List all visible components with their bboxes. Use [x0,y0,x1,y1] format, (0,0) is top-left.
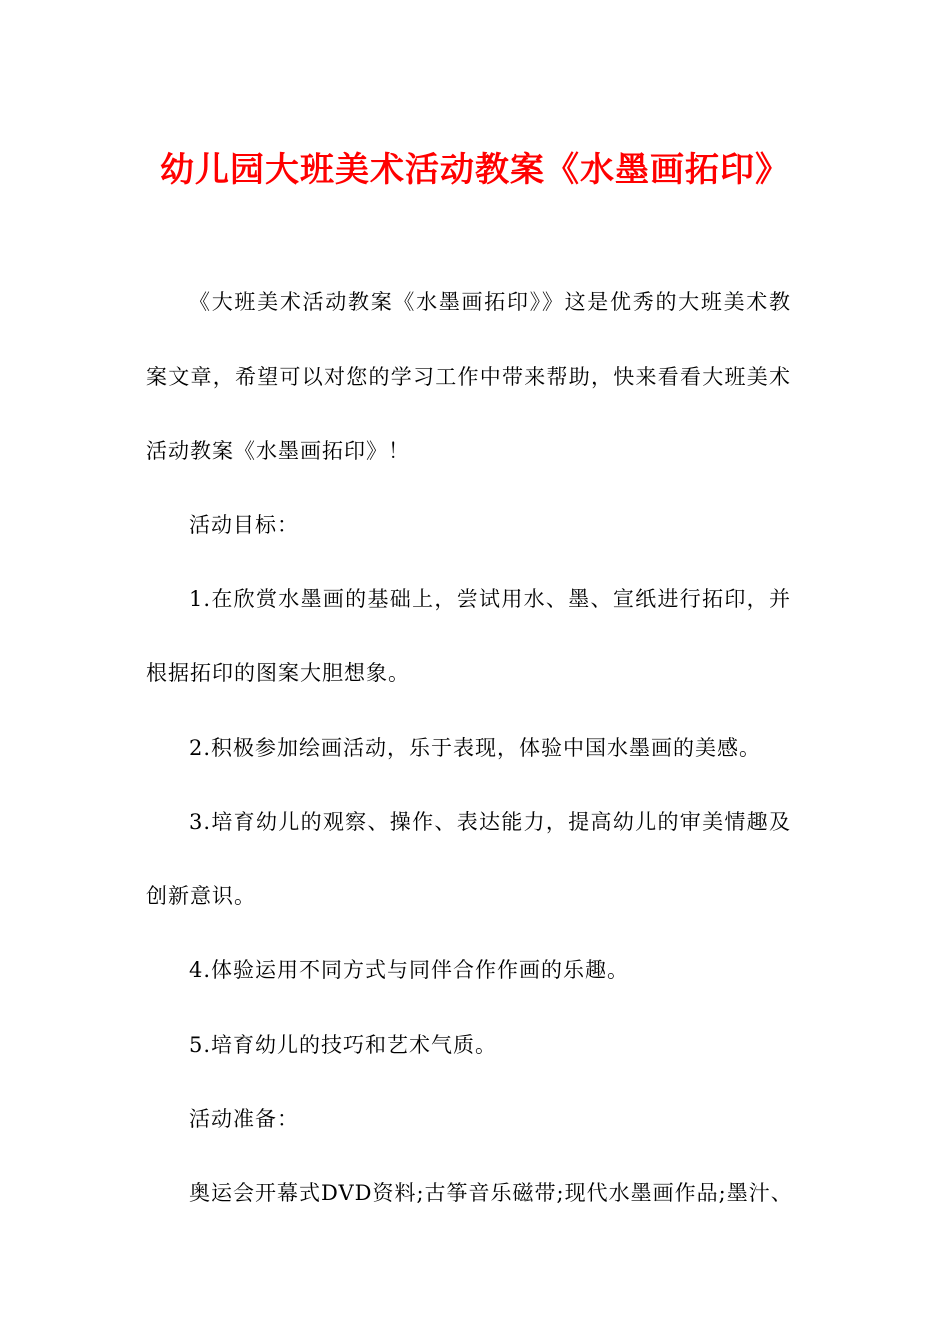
paragraph-line: 案文章，希望可以对您的学习工作中带来帮助，快来看看大班美术 [146,365,791,389]
paragraph-line: 5.培育幼儿的技巧和艺术气质。 [189,1033,498,1057]
paragraph-line: 奥运会开幕式DVD资料;古筝音乐磁带;现代水墨画作品;墨汁、 [189,1181,793,1205]
document-title: 幼儿园大班美术活动教案《水墨画拓印》 [160,150,790,190]
paragraph-line: 创新意识。 [146,884,256,908]
section-heading: 活动目标： [189,513,299,537]
paragraph-line: 活动教案《水墨画拓印》！ [146,439,410,463]
section-heading: 活动准备： [189,1107,299,1131]
paragraph-line: 根据拓印的图案大胆想象。 [146,661,410,685]
paragraph-line: 4.体验运用不同方式与同伴合作作画的乐趣。 [189,958,630,982]
paragraph-line: 3.培育幼儿的观察、操作、表达能力，提高幼儿的审美情趣及 [189,810,791,834]
paragraph-line: 1.在欣赏水墨画的基础上，尝试用水、墨、宣纸进行拓印，并 [189,587,791,611]
paragraph-line: 2.积极参加绘画活动，乐于表现，体验中国水墨画的美感。 [189,736,762,760]
paragraph-line: 《大班美术活动教案《水墨画拓印》》这是优秀的大班美术教 [189,290,791,314]
